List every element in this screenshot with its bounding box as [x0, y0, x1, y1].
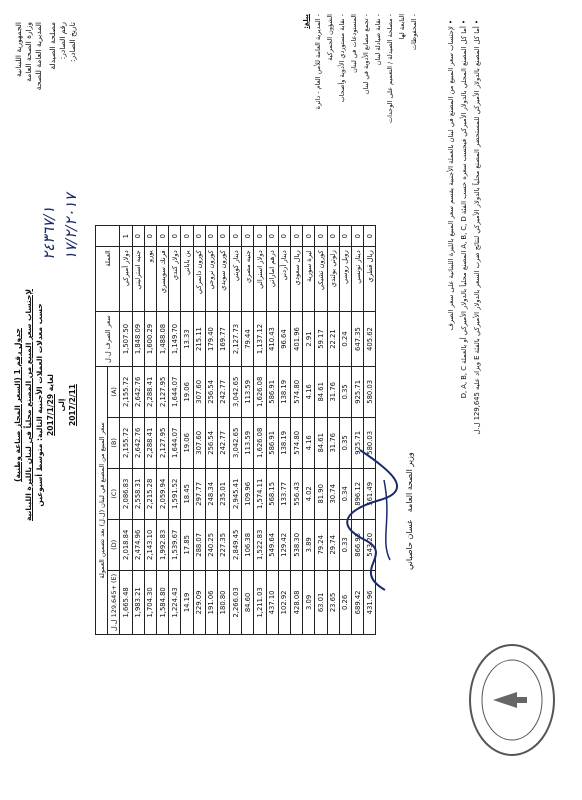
table-row: [169, 226, 181, 635]
cell-b: 4.16: [303, 417, 315, 468]
cell-a: 2,642.76: [132, 366, 144, 417]
cell-d: 2,143.10: [144, 519, 156, 570]
cell-b: 3,042.65: [230, 417, 242, 468]
cell-b: 256.54: [205, 417, 217, 468]
cell-name: كورون نروجي: [205, 247, 217, 312]
cell-idx: 0: [169, 226, 181, 247]
cell-c: 248.34: [205, 468, 217, 519]
cell-e: 1,704.30: [144, 570, 156, 634]
rates-basis: حسب معدلات العملات الأجنبية التالية: متوسط أسبوعين: [35, 303, 44, 507]
cell-c: 2,215.28: [144, 468, 156, 519]
cell-e: 84.60: [242, 570, 254, 634]
cell-c: 2,059.94: [156, 468, 168, 519]
cell-a: 1,644.07: [169, 366, 181, 417]
signature-icon: [340, 440, 400, 600]
cell-b: 84.61: [315, 417, 327, 468]
cell-unit: 1,149.70: [169, 312, 181, 367]
table-row: [217, 226, 229, 635]
signatory-title: وزير الصحة العامة: [405, 452, 414, 513]
distribution-item: - المديرية العامة للأمن العام - دائرة الشؤون الجمركية: [314, 14, 334, 110]
cell-unit: 1,600.29: [144, 312, 156, 367]
cell-name: روبل روسي: [339, 247, 351, 312]
cell-idx: 0: [242, 226, 254, 247]
cell-idx: 0: [156, 226, 168, 247]
table-row: [132, 226, 144, 635]
cell-d: 0.33: [339, 519, 351, 570]
col-b-header: (B): [108, 417, 120, 468]
cell-e: 1,584.80: [156, 570, 168, 634]
cell-e: 180.80: [217, 570, 229, 634]
cell-c: 235.01: [217, 468, 229, 519]
cell-e: 14.19: [181, 570, 193, 634]
table-row: [254, 226, 266, 635]
col-rate-header: سعر الصرف ل.ل: [96, 312, 120, 367]
table-row: [156, 226, 168, 635]
cell-e: 2,266.03: [230, 570, 242, 634]
cell-unit: 410.43: [266, 312, 278, 367]
cell-d: 2,018.84: [120, 519, 132, 570]
cell-idx: 0: [315, 226, 327, 247]
cell-d: 17.85: [181, 519, 193, 570]
cell-d: 538.30: [291, 519, 303, 570]
cell-b: 113.59: [242, 417, 254, 468]
cell-d: 240.25: [205, 519, 217, 570]
cell-name: درهم اماراتي: [266, 247, 278, 312]
cell-a: 574.80: [291, 366, 303, 417]
document-subtitle: لإحتساب سعر المبيع من المصنع محلياً في لبنان بالليرة اللبنانية: [24, 289, 33, 521]
cell-a: 113.59: [242, 366, 254, 417]
header-line: وزارة الصحة العامة: [24, 22, 33, 82]
cell-b: 1,626.08: [254, 417, 266, 468]
cell-c: 2,945.41: [230, 468, 242, 519]
table-row: [205, 226, 217, 635]
date-from: 2017/1/29: [46, 393, 55, 436]
cell-unit: 96.64: [278, 312, 290, 367]
cell-c: 2,086.83: [120, 468, 132, 519]
cell-b: 242.77: [217, 417, 229, 468]
cell-a: 586.91: [266, 366, 278, 417]
cell-e: 1,665.48: [120, 570, 132, 634]
cell-c: 297.77: [193, 468, 205, 519]
cell-b: 1,644.07: [169, 417, 181, 468]
header-line: رقم الصادر:: [58, 22, 67, 60]
table-row: [278, 226, 290, 635]
table-row: [120, 226, 132, 635]
cell-name: جنيه مصري: [242, 247, 254, 312]
footnote: • أما كل المصنع المحلي بالدولار الأميركي فيحسب سعره حسب الفئة A, B, C, D المصنع محلياً بالدولار الأميركي أو بالعملة D, A, B, C: [460, 20, 468, 399]
cell-unit: 13.33: [181, 312, 193, 367]
table-row: [303, 226, 315, 635]
distribution-title: يبلغ:: [302, 14, 310, 29]
table-row: [315, 226, 327, 635]
cell-a: 1,626.08: [254, 366, 266, 417]
cell-idx: 0: [254, 226, 266, 247]
handwritten-ref-date: ١٧/٢/٢٠١٧: [62, 193, 80, 260]
cell-d: 2,849.45: [230, 519, 242, 570]
cell-c: 18.45: [181, 468, 193, 519]
distribution-item: - تجمع مصانع الأدوية في لبنان: [362, 14, 370, 95]
cell-e: 0.26: [339, 570, 351, 634]
cell-d: 129.42: [278, 519, 290, 570]
cell-idx: 1: [120, 226, 132, 247]
cell-name: كورون تشيكي: [315, 247, 327, 312]
cell-e: 23.65: [327, 570, 339, 634]
cell-b: 0.35: [339, 417, 351, 468]
cell-a: 580.03: [364, 366, 376, 417]
cell-name: زلوتي بولندي: [327, 247, 339, 312]
col-a-header: (A): [108, 366, 120, 417]
cell-b: 2,155.72: [120, 417, 132, 468]
col-currency-header: العملة: [96, 247, 120, 312]
cell-c: 561.49: [364, 468, 376, 519]
cell-idx: 0: [230, 226, 242, 247]
cell-e: 428.08: [291, 570, 303, 634]
cell-b: 138.19: [278, 417, 290, 468]
col-d-header: (D): [108, 519, 120, 570]
cell-d: 549.64: [266, 519, 278, 570]
cell-name: كورون دانمركي: [193, 247, 205, 312]
cell-c: 30.74: [327, 468, 339, 519]
cell-name: ريال قطري: [364, 247, 376, 312]
cell-e: 191.06: [205, 570, 217, 634]
header-line: المديرية العامة للصحة: [34, 22, 43, 91]
cell-unit: 2.91: [303, 312, 315, 367]
cell-e: 437.10: [266, 570, 278, 634]
cell-e: 1,211.03: [254, 570, 266, 634]
cell-a: 4.16: [303, 366, 315, 417]
cell-idx: 0: [351, 226, 363, 247]
table-row: [193, 226, 205, 635]
cell-c: 568.15: [266, 468, 278, 519]
cell-unit: 169.77: [217, 312, 229, 367]
cell-idx: 0: [132, 226, 144, 247]
cell-idx: 0: [339, 226, 351, 247]
cell-b: 586.91: [266, 417, 278, 468]
cell-b: 925.71: [351, 417, 363, 468]
cell-idx: 0: [181, 226, 193, 247]
col-index-header: [96, 226, 120, 247]
cell-c: 133.77: [278, 468, 290, 519]
ministry-header: [14, 22, 78, 152]
cell-idx: 0: [144, 226, 156, 247]
cell-a: 256.54: [205, 366, 217, 417]
cell-idx: 0: [327, 226, 339, 247]
cell-b: 574.80: [291, 417, 303, 468]
cell-a: 2,127.95: [156, 366, 168, 417]
cell-a: 31.76: [327, 366, 339, 417]
cell-c: 2,558.31: [132, 468, 144, 519]
cell-e: 3.09: [303, 570, 315, 634]
document-title: جدول رقم 1 (السعر المجاز صناعة وطنية): [13, 328, 22, 482]
cell-idx: 0: [278, 226, 290, 247]
cell-b: 580.03: [364, 417, 376, 468]
header-line: تاريخ الصادر:: [68, 22, 77, 62]
table-row: [230, 226, 242, 635]
cell-e: 1,983.21: [132, 570, 144, 634]
cell-b: 31.76: [327, 417, 339, 468]
cell-d: 29.74: [327, 519, 339, 570]
cell-unit: 1,488.08: [156, 312, 168, 367]
cell-a: 2,155.72: [120, 366, 132, 417]
cell-a: 2,288.41: [144, 366, 156, 417]
cell-b: 307.60: [193, 417, 205, 468]
cell-c: 109.96: [242, 468, 254, 519]
cell-name: كورون سويدي: [217, 247, 229, 312]
cell-d: 543.20: [364, 519, 376, 570]
cell-d: 1,539.67: [169, 519, 181, 570]
cell-a: 19.06: [181, 366, 193, 417]
cell-idx: 0: [193, 226, 205, 247]
signatory: [405, 452, 414, 570]
cell-c: 1,591.52: [169, 468, 181, 519]
cell-c: 1,574.11: [254, 468, 266, 519]
cell-d: 227.35: [217, 519, 229, 570]
cell-name: يورو: [144, 247, 156, 312]
cell-name: ريال سعودي: [291, 247, 303, 312]
group-header: سعر المبيع من المصنع في لبنان (ل.ل) بعد تضمين العمولة: [96, 366, 108, 634]
table-row: [242, 226, 254, 635]
cell-b: 19.06: [181, 417, 193, 468]
cell-name: دولار أميركي: [120, 247, 132, 312]
cell-e: 229.09: [193, 570, 205, 634]
cell-a: 242.77: [217, 366, 229, 417]
cell-c: 896.12: [351, 468, 363, 519]
cell-unit: 59.17: [315, 312, 327, 367]
cell-a: 3,042.65: [230, 366, 242, 417]
cell-e: 63.01: [315, 570, 327, 634]
cell-d: 3.89: [303, 519, 315, 570]
cell-name: دولار استرالي: [254, 247, 266, 312]
cell-b: 2,288.41: [144, 417, 156, 468]
cell-c: 0.34: [339, 468, 351, 519]
cell-e: 1,224.43: [169, 570, 181, 634]
cell-b: 2,642.76: [132, 417, 144, 468]
cell-name: فرنك سويسري: [156, 247, 168, 312]
cell-e: 102.92: [278, 570, 290, 634]
cell-unit: 0.24: [339, 312, 351, 367]
cell-name: دينار كويتي: [230, 247, 242, 312]
table-row: [327, 226, 339, 635]
footnotes: [445, 20, 484, 660]
cell-unit: 179.40: [205, 312, 217, 367]
cell-unit: 79.44: [242, 312, 254, 367]
cell-d: 79.24: [315, 519, 327, 570]
cell-idx: 0: [303, 226, 315, 247]
cell-unit: 647.35: [351, 312, 363, 367]
header-line: مصلحة الصيدلة: [48, 22, 57, 70]
cell-unit: 215.11: [193, 312, 205, 367]
cell-c: 81.90: [315, 468, 327, 519]
cell-name: جنيه استرليني: [132, 247, 144, 312]
cell-idx: 0: [266, 226, 278, 247]
cell-name: ين ياباني: [181, 247, 193, 312]
cell-idx: 0: [291, 226, 303, 247]
distribution-item: - مصلحة الصيدلة / التعميم على الوحدات التابعة لها: [386, 14, 406, 124]
signatory-name: غسان حاصباني: [405, 519, 414, 570]
distribution-item: - نقابة صيادلة لبنان: [374, 14, 382, 66]
footnote: • أما كل المصنع بالدولار الأميركي للمستحضر المصنع محلياً بالدولار الأميركي لنتائج ضرب السعر بالدولار الأميركي بالفئة E ويزاد عليه 129,645 ل.ل: [473, 20, 481, 435]
cell-unit: 1,507.50: [120, 312, 132, 367]
cell-a: 138.19: [278, 366, 290, 417]
cell-idx: 0: [205, 226, 217, 247]
table-row: [144, 226, 156, 635]
cell-d: 288.07: [193, 519, 205, 570]
cell-b: 2,127.95: [156, 417, 168, 468]
cell-unit: 22.21: [327, 312, 339, 367]
cell-idx: 0: [364, 226, 376, 247]
date-to-label: إلى: [57, 398, 66, 412]
date-from-label: لغاية: [46, 374, 55, 392]
table-row: [266, 226, 278, 635]
cell-unit: 405.62: [364, 312, 376, 367]
distribution-item: - المحفوظات: [410, 14, 418, 51]
col-e-header: (E) +129,645 ل.ل: [108, 570, 120, 634]
distribution-item: - نقابة مستوردي الأدوية وأصحاب المستودعات في لبنان: [338, 14, 358, 103]
cell-a: 307.60: [193, 366, 205, 417]
cell-d: 866.93: [351, 519, 363, 570]
handwritten-ref-number: ٢٤٣٦٧/١: [40, 206, 58, 260]
header-line: الجمهورية اللبنانية: [14, 22, 23, 78]
document-title-block: [12, 280, 78, 530]
table-row: [291, 226, 303, 635]
distribution-list: [300, 14, 420, 124]
cell-a: 0.35: [339, 366, 351, 417]
cell-unit: 2,127.73: [230, 312, 242, 367]
cell-c: 4.02: [303, 468, 315, 519]
cell-c: 556.43: [291, 468, 303, 519]
cell-name: دينار تونسي: [351, 247, 363, 312]
cell-d: 1,522.83: [254, 519, 266, 570]
cell-e: 431.96: [364, 570, 376, 634]
exchange-price-table: [95, 225, 376, 635]
cell-a: 84.61: [315, 366, 327, 417]
cell-e: 689.42: [351, 570, 363, 634]
cell-unit: 401.96: [291, 312, 303, 367]
cell-d: 2,474.96: [132, 519, 144, 570]
cell-d: 106.38: [242, 519, 254, 570]
cell-name: دولار كندي: [169, 247, 181, 312]
cell-name: دينار أردني: [278, 247, 290, 312]
footnote: • لإحتساب سعر المبيع من المصنع في لبنان بالعملة الأجنبية يقسم سعر المبيع بالليرة اللبنانية على سعر الصرف: [447, 20, 455, 331]
date-to: 2017/2/11: [68, 384, 77, 427]
cell-d: 1,992.83: [156, 519, 168, 570]
cell-a: 925.71: [351, 366, 363, 417]
col-c-header: (C): [108, 468, 120, 519]
cell-unit: 1,848.09: [132, 312, 144, 367]
cell-name: ليرة سورية: [303, 247, 315, 312]
table-row: [181, 226, 193, 635]
date-range: [45, 280, 56, 530]
cell-unit: 1,137.12: [254, 312, 266, 367]
cell-idx: 0: [217, 226, 229, 247]
